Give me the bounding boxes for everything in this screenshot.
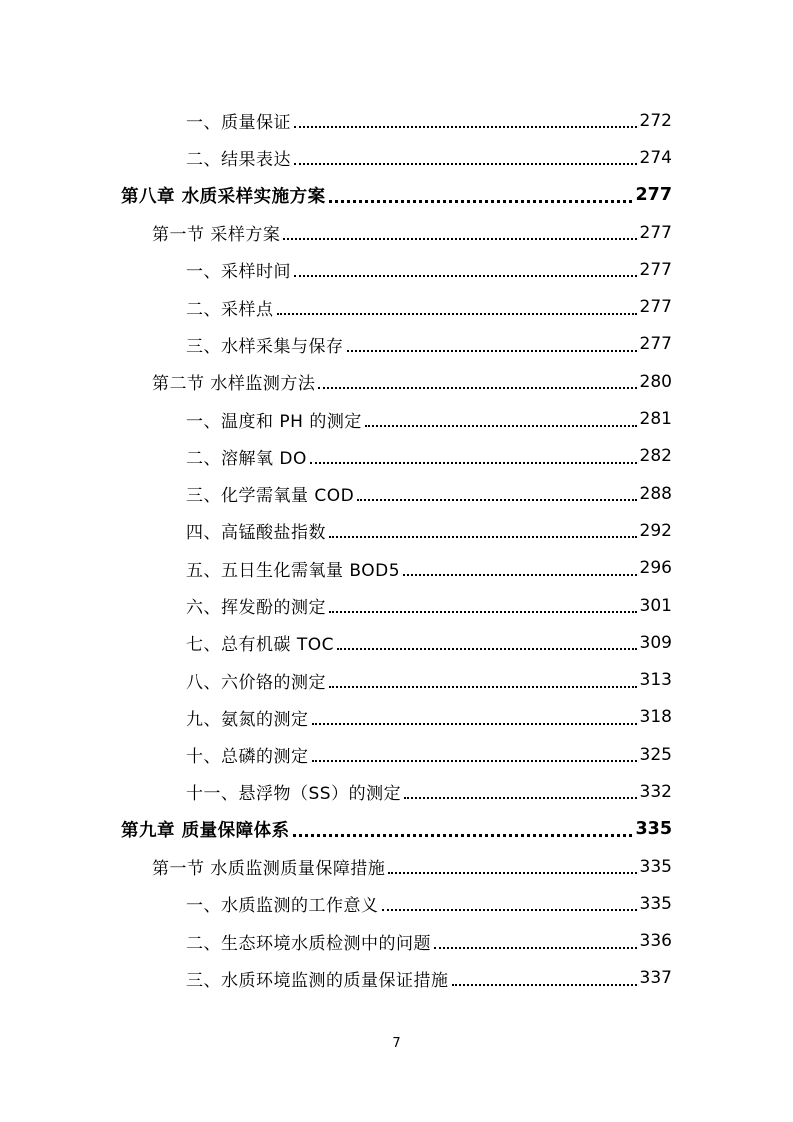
- toc-entry-item[interactable]: [0, 661, 793, 698]
- toc-entry-item[interactable]: [0, 587, 793, 624]
- toc-entry-section[interactable]: [0, 848, 793, 885]
- toc-entry-item[interactable]: [0, 475, 793, 512]
- toc-entry-item[interactable]: [0, 960, 793, 997]
- toc-dot-leader: [403, 573, 636, 576]
- toc-entry-title: 三、化学需氧量 COD: [186, 486, 355, 507]
- toc-entry-item[interactable]: [0, 699, 793, 736]
- toc-entry-item[interactable]: [0, 885, 793, 922]
- toc-dot-leader: [294, 274, 637, 277]
- toc-dot-leader: [283, 237, 636, 240]
- toc-entry-item[interactable]: [0, 773, 793, 810]
- toc-dot-leader: [312, 759, 637, 762]
- toc-entry-page: 274: [639, 147, 672, 168]
- toc-entry-page: 288: [639, 483, 672, 504]
- toc-entry-title: 九、氨氮的测定: [186, 709, 309, 730]
- toc-entry-title: 十、总磷的测定: [186, 747, 309, 768]
- toc-entry-page: 301: [639, 595, 672, 616]
- toc-entry-title: 二、生态环境水质检测中的问题: [186, 933, 431, 954]
- toc-dot-leader: [277, 312, 637, 315]
- toc-entry-title: 三、水样采集与保存: [186, 336, 344, 357]
- toc-entry-item[interactable]: [0, 139, 793, 176]
- toc-entry-title: 四、高锰酸盐指数: [186, 523, 326, 544]
- toc-entry-page: 272: [639, 110, 672, 131]
- toc-entry-title: 二、溶解氧 DO: [186, 448, 307, 469]
- page-number: 7: [392, 1036, 401, 1051]
- toc-dot-leader: [329, 685, 637, 688]
- toc-entry-title: 第一节 采样方案: [152, 225, 281, 246]
- toc-entry-title: 第二节 水样监测方法: [152, 374, 316, 395]
- toc-entry-item[interactable]: [0, 624, 793, 661]
- toc-entry-page: 325: [639, 744, 672, 765]
- toc-dot-leader: [294, 162, 637, 165]
- toc-entry-title: 六、挥发酚的测定: [186, 598, 326, 618]
- toc-entry-page: 335: [635, 819, 672, 840]
- toc-entry-section[interactable]: [0, 214, 793, 251]
- toc-dot-leader: [294, 125, 637, 128]
- toc-entry-title: 十一、悬浮物（SS）的测定: [186, 784, 402, 805]
- toc-entry-page: 296: [639, 558, 672, 579]
- toc-entry-item[interactable]: [0, 400, 793, 437]
- toc-entry-title: 一、质量保证: [186, 113, 291, 134]
- toc-entry-page: 313: [639, 670, 672, 691]
- toc-dot-leader: [388, 871, 636, 874]
- toc-entry-chapter[interactable]: [0, 811, 793, 848]
- toc-dot-leader: [382, 908, 637, 911]
- toc-dot-leader: [310, 461, 637, 464]
- toc-entry-title: 第八章 水质采样实施方案: [121, 186, 326, 207]
- toc-entry-page: 277: [639, 334, 672, 355]
- toc-entry-page: 336: [639, 931, 672, 952]
- toc-entry-item[interactable]: [0, 550, 793, 587]
- toc-dot-leader: [318, 386, 636, 389]
- toc-entry-page: 277: [639, 259, 672, 280]
- toc-entry-page: 282: [639, 446, 672, 467]
- toc-entry-item[interactable]: [0, 512, 793, 549]
- toc-entry-title: 八、六价铬的测定: [186, 672, 326, 693]
- toc-entry-page: 280: [639, 371, 672, 392]
- toc-entry-page: 335: [639, 856, 672, 877]
- toc-entry-page: 332: [639, 781, 672, 802]
- toc-dot-leader: [329, 610, 637, 613]
- toc-entry-page: 292: [639, 520, 672, 541]
- toc-entry-page: 318: [639, 707, 672, 728]
- toc-dot-leader: [434, 946, 637, 949]
- toc-entry-title: 五、五日生化需氧量 BOD5: [186, 560, 401, 581]
- toc-entry-title: 一、水质监测的工作意义: [186, 896, 379, 917]
- toc-entry-page: 337: [639, 968, 672, 989]
- toc-entry-page: 277: [639, 297, 672, 318]
- toc-dot-leader: [365, 424, 637, 427]
- toc-entry-title: 一、采样时间: [186, 262, 291, 283]
- toc-entry-section[interactable]: [0, 363, 793, 400]
- toc-dot-leader: [347, 349, 637, 352]
- toc-dot-leader: [329, 535, 637, 538]
- toc-entry-item[interactable]: [0, 438, 793, 475]
- toc-dot-leader: [312, 722, 637, 725]
- toc-entry-page: 277: [635, 185, 672, 206]
- toc-entry-item[interactable]: [0, 326, 793, 363]
- toc-dot-leader: [337, 647, 637, 650]
- toc-entry-title: 第一节 水质监测质量保障措施: [152, 859, 386, 880]
- toc-entry-page: 277: [639, 222, 672, 243]
- toc-entry-item[interactable]: [0, 736, 793, 773]
- toc-dot-leader: [329, 199, 633, 203]
- toc-entry-item[interactable]: [0, 251, 793, 288]
- toc-dot-leader: [452, 983, 637, 986]
- toc-entry-title: 二、结果表达: [186, 150, 291, 171]
- toc-entry-title: 三、水质环境监测的质量保证措施: [186, 970, 449, 991]
- toc-dot-leader: [357, 498, 636, 501]
- table-of-contents: [0, 102, 793, 997]
- toc-entry-title: 七、总有机碳 TOC: [186, 635, 335, 656]
- toc-dot-leader: [404, 796, 636, 799]
- toc-dot-leader: [293, 833, 633, 837]
- toc-entry-item[interactable]: [0, 288, 793, 325]
- toc-entry-title: 一、温度和 PH 的测定: [186, 411, 362, 432]
- toc-entry-page: 309: [639, 632, 672, 653]
- toc-entry-item[interactable]: [0, 102, 793, 139]
- toc-entry-title: 第九章 质量保障体系: [121, 820, 290, 841]
- toc-entry-item[interactable]: [0, 923, 793, 960]
- toc-entry-chapter[interactable]: [0, 177, 793, 214]
- toc-entry-page: 281: [639, 409, 672, 430]
- toc-entry-title: 二、采样点: [186, 299, 274, 320]
- toc-entry-page: 335: [639, 893, 672, 914]
